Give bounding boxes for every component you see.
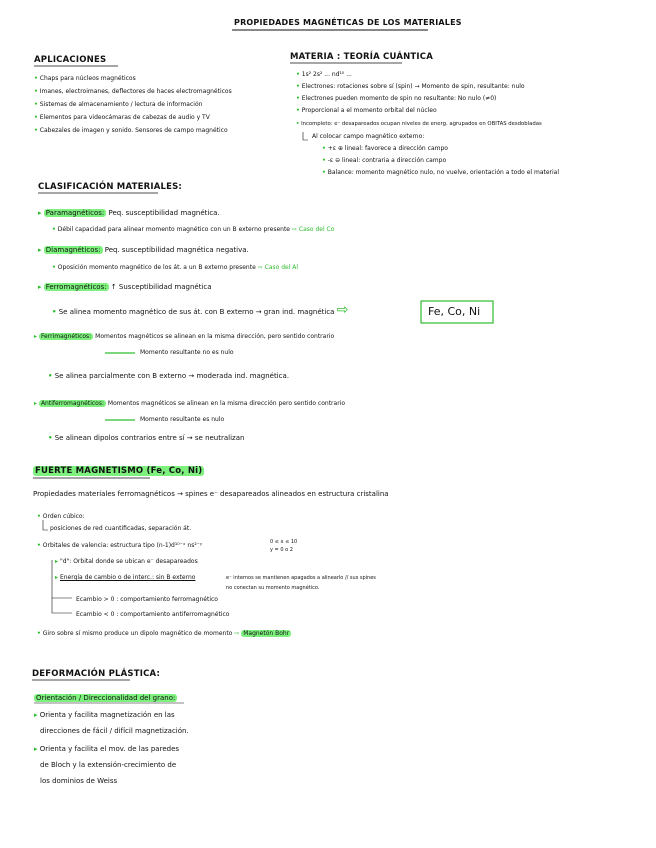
orbitales-side-2: y = 0 o 2	[270, 547, 293, 553]
paramagneticos-sub: • Débil capacidad para alinear momento magnético con un B externo presente ⇨ Caso del Co	[52, 226, 335, 233]
list-item: • Elementos para videocámaras de cabezas de audio y TV	[34, 114, 210, 121]
antiferromagneticos-sub: • Se alinean dipolos contrarios entre sí → se neutralizan	[48, 434, 245, 442]
antiferromagneticos-row: ▸ Antiferromagnéticos: Momentos magnéticos se alinean en la misma dirección pero sentido contrario	[34, 400, 346, 407]
fe-co-ni-label: Fe, Co, Ni	[428, 305, 481, 318]
energia-side-2: no conectan su momento magnético.	[226, 585, 320, 591]
ferrimagneticos-sub: • Se alinea parcialmente con B externo → moderada ind. magnética.	[48, 372, 290, 380]
orden-line: • Orden cúbico:	[37, 513, 85, 520]
orbitales-side-1: 0 ≤ x ≤ 10	[270, 539, 298, 545]
ecambio-negative: Ecambio < 0 : comportamiento antiferromagnético	[76, 611, 230, 618]
ferrimagneticos-row: ▸ Ferrimagnéticos: Momentos magnéticos se alinean en la misma dirección, pero sentido contrario	[34, 333, 335, 340]
antiferromagneticos-arrow: Momento resultante es nulo	[140, 416, 225, 423]
list-item: • Sistemas de almacenamiento / lectura de información	[34, 101, 203, 108]
aplicaciones-heading: APLICACIONES	[34, 55, 107, 65]
list-item: • Imanes, electroimanes, deflectores de haces electromagnéticos	[34, 88, 232, 95]
materia-line: • +ε ⊕ lineal: favorece a dirección campo	[322, 145, 448, 152]
materia-line: • Incompleto: e⁻ desapareados ocupan niveles de energ. agrupados en OBITAS desdobladas	[296, 121, 542, 127]
fuerte-line1: Propiedades materiales ferromagnéticos → spines e⁻ desapareados alineados en estructura cristalina	[33, 490, 389, 498]
materia-line: Al colocar campo magnético externo:	[312, 133, 425, 140]
materia-line: • Electrones: rotaciones sobre sí (spin) → Momento de spin, resultante: nulo	[296, 83, 525, 90]
fuerte-heading: FUERTE MAGNETISMO (Fe, Co, Ni)	[35, 466, 203, 476]
list-item: • Cabezales de imagen y sonido. Sensores de campo magnético	[34, 127, 228, 134]
clasificacion-heading: CLASIFICACIÓN MATERIALES:	[38, 182, 183, 192]
ferromagneticos-sub: • Se alinea momento magnético de sus át. con B externo → gran ind. magnética ⇨	[52, 302, 349, 318]
diamagneticos-sub: • Oposición momento magnético de los át. a un B externo presente ⇨ Caso del Al	[52, 264, 299, 271]
materia-heading: MATERIA : TEORÍA CUÁNTICA	[290, 52, 434, 62]
orden-sub: posiciones de red cuantificadas, separación át.	[50, 525, 192, 532]
materia-line: • Proporcional a el momento orbital del núcleo	[296, 107, 437, 114]
bohr-line: • Giro sobre sí mismo produce un dipolo magnético de momento ⇨ Magnetón Bohr	[37, 630, 290, 637]
ecambio-positive: Ecambio > 0 : comportamiento ferromagnético	[76, 596, 218, 603]
energia-line: ▸ Energía de cambio o de interc.: sin B externo	[55, 574, 196, 581]
deformacion-item: ▸ Orienta y facilita magnetización en las	[34, 711, 175, 719]
deformacion-item-cont: direcciones de fácil / difícil magnetización.	[40, 727, 189, 735]
d-line: ▸ "d": Orbital donde se ubican e⁻ desapareados	[55, 558, 198, 565]
materia-line: • -ε ⊖ lineal: contraria a dirección campo	[322, 157, 447, 164]
diamagneticos-row: ▸ Diamagnéticos: Peq. susceptibilidad magnética negativa.	[38, 246, 249, 254]
orbitales-line: • Orbitales de valencia: estructura tipo (n-1)d¹⁰⁻ˣ ns²⁻ʸ	[37, 542, 203, 549]
deformacion-heading: DEFORMACIÓN PLÁSTICA:	[32, 669, 161, 679]
deformacion-item-cont: de Bloch y la extensión-crecimiento de	[40, 761, 177, 769]
ferrimagneticos-arrow: Momento resultante no es nulo	[140, 349, 234, 356]
deformacion-item-cont: los dominios de Weiss	[40, 777, 118, 785]
deformacion-sub: Orientación / Direccionalidad del grano:	[36, 694, 176, 702]
energia-side-1: e⁻ internos se mantienen apagados a alinearlo // sus spines	[226, 575, 376, 581]
paramagneticos-row: ▸ Paramagnéticos: Peq. susceptibilidad magnética.	[38, 209, 220, 217]
materia-line: • 1s² 2s² ... nd¹⁰ ...	[296, 71, 352, 78]
page-title: PROPIEDADES MAGNÉTICAS DE LOS MATERIALES	[234, 18, 462, 27]
materia-line: • Electrones pueden momento de spin no resultante: No nulo (≠0)	[296, 95, 497, 102]
ferromagneticos-row: ▸ Ferromagnéticos: ↑ Susceptibilidad magnética	[38, 283, 212, 291]
materia-line: • Balance: momento magnético nulo, no vuelve, orientación a todo el material	[322, 169, 560, 176]
list-item: • Chaps para núcleos magnéticos	[34, 75, 136, 82]
deformacion-item: ▸ Orienta y facilita el mov. de las paredes	[34, 745, 180, 753]
